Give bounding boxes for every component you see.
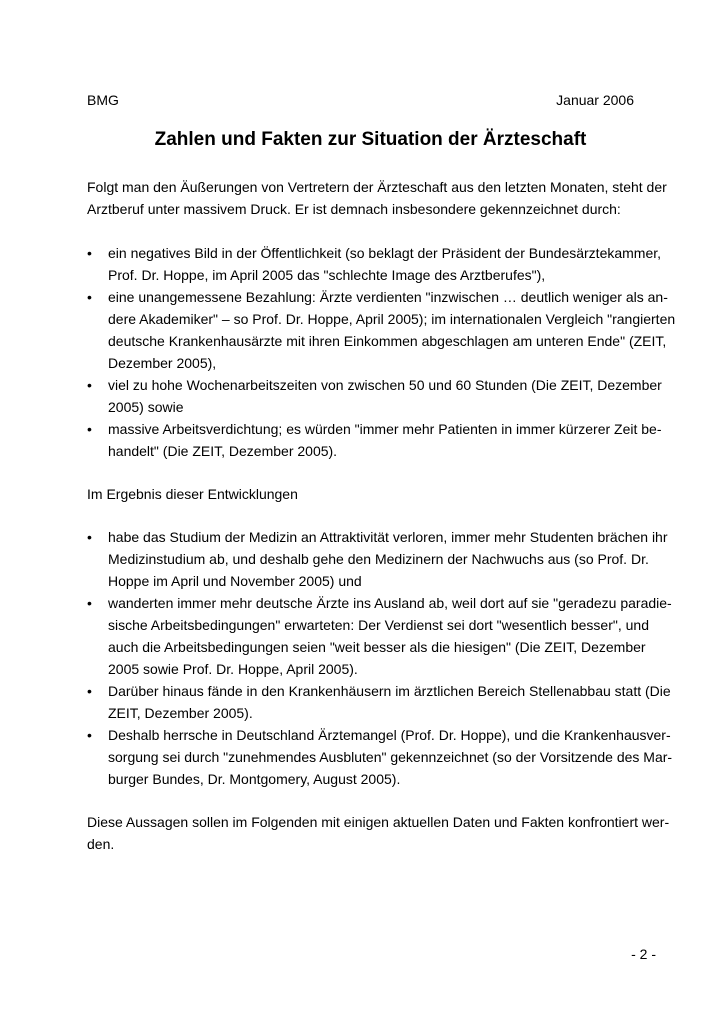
list-item-line: Dezember 2005), <box>108 355 217 371</box>
intro-line: Folgt man den Äußerungen von Vertretern der Ärzteschaft aus den letzten Monaten, steht der <box>87 179 667 195</box>
list-item <box>87 418 667 462</box>
middle-line: Im Ergebnis dieser Entwicklungen <box>87 486 298 502</box>
intro-paragraph <box>87 176 667 220</box>
bullet-icon: • <box>87 595 92 611</box>
list-item-line: handelt" (Die ZEIT, Dezember 2005). <box>108 443 338 459</box>
pressure-factors-list <box>87 242 676 462</box>
closing-line: Diese Aussagen sollen im Folgenden mit einigen aktuellen Daten und Fakten konfrontiert wer- <box>87 814 670 830</box>
header-organization: BMG <box>87 92 119 108</box>
list-item-line: auch die Arbeitsbedingungen seien "weit besser als die hiesigen" (Die ZEIT, Dezember <box>108 639 646 655</box>
consequences-list <box>87 526 673 790</box>
list-item <box>87 242 667 286</box>
list-item-line: burger Bundes, Dr. Montgomery, August 2005). <box>108 771 401 787</box>
list-item-line: 2005 sowie Prof. Dr. Hoppe, April 2005). <box>108 661 358 677</box>
list-item-line: ZEIT, Dezember 2005). <box>108 705 253 721</box>
bullet-icon: • <box>87 529 92 545</box>
list-item-line: dere Akademiker" – so Prof. Dr. Hoppe, April 2005); im internationalen Vergleich "rangierten <box>108 311 676 327</box>
list-item-line: sorgung sei durch "zunehmendes Ausbluten" gekennzeichnet (so der Vorsitzende des Mar- <box>108 749 673 765</box>
list-item <box>87 374 667 418</box>
list-item-line: Deshalb herrsche in Deutschland Ärztemangel (Prof. Dr. Hoppe), und die Krankenhausver- <box>108 727 671 743</box>
list-item-line: Medizinstudium ab, und deshalb gehe den Medizinern der Nachwuchs aus (so Prof. Dr. <box>108 551 649 567</box>
list-item <box>87 680 671 724</box>
bullet-icon: • <box>87 683 92 699</box>
bullet-icon: • <box>87 289 92 305</box>
bullet-icon: • <box>87 727 92 743</box>
bullet-icon: • <box>87 377 92 393</box>
list-item <box>87 526 667 592</box>
middle-paragraph <box>87 483 659 505</box>
bullet-icon: • <box>87 245 92 261</box>
closing-line: den. <box>87 836 115 852</box>
list-item-line: massive Arbeitsverdichtung; es würden "immer mehr Patienten in immer kürzerer Zeit be- <box>108 421 662 437</box>
list-item-line: Prof. Dr. Hoppe, im April 2005 das "schlechte Image des Arztberufes"), <box>108 267 546 283</box>
list-item-line: eine unangemessene Bezahlung: Ärzte verdienten "inzwischen … deutlich weniger als an- <box>108 289 668 305</box>
intro-line: Arztberuf unter massivem Druck. Er ist demnach insbesondere gekennzeichnet durch: <box>87 201 621 217</box>
list-item-line: viel zu hohe Wochenarbeitszeiten von zwischen 50 und 60 Stunden (Die ZEIT, Dezember <box>108 377 662 393</box>
bullet-icon: • <box>87 421 92 437</box>
list-item-line: Darüber hinaus fände in den Krankenhäusern im ärztlichen Bereich Stellenabbau statt (Die <box>108 683 671 699</box>
list-item-line: wanderten immer mehr deutsche Ärzte ins Ausland ab, weil dort auf sie "geradezu paradie- <box>108 595 672 611</box>
page-number: - 2 - <box>631 946 656 962</box>
list-item-line: habe das Studium der Medizin an Attraktivität verloren, immer mehr Studenten brächen ihr <box>108 529 668 545</box>
list-item <box>87 592 672 680</box>
document-title: Zahlen und Fakten zur Situation der Ärzteschaft <box>154 129 587 150</box>
list-item-line: sische Arbeitsbedingungen" erwarteten: Der Verdienst sei dort "wesentlich besser", und <box>108 617 649 633</box>
header-date: Januar 2006 <box>556 92 634 108</box>
list-item-line: deutsche Krankenhausärzte mit ihren Einkommen abgeschlagen am unteren Ende" (ZEIT, <box>108 333 667 349</box>
list-item <box>87 724 673 790</box>
list-item <box>87 286 676 374</box>
list-item-line: 2005) sowie <box>108 399 184 415</box>
closing-paragraph <box>87 811 670 855</box>
list-item-line: Hoppe im April und November 2005) und <box>108 573 362 589</box>
list-item-line: ein negatives Bild in der Öffentlichkeit (so beklagt der Präsident der Bundesärztekammer, <box>108 245 662 261</box>
